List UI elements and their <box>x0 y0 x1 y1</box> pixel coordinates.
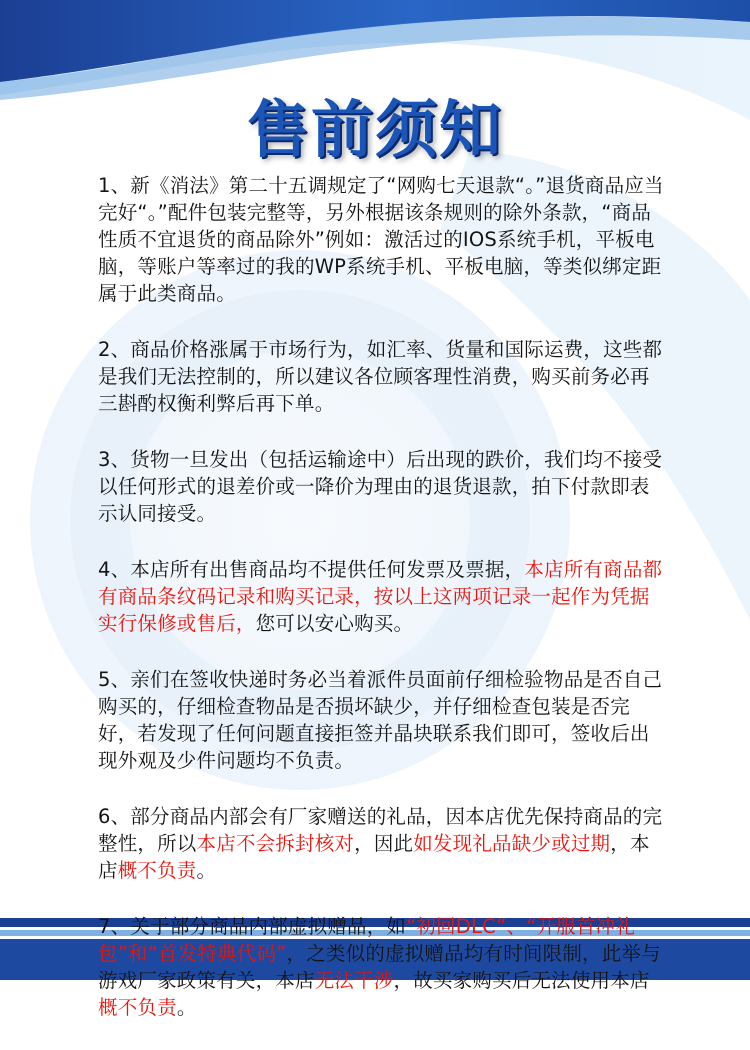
notice-text: ，之类似的虚拟赠品均有时间限制，此举与游戏厂家政策有关，本店 <box>98 942 661 992</box>
notice-text: 6、部分商品内部会有厂家赠送的礼品，因本店优先保持商品的完整性，所以 <box>98 805 663 855</box>
notice-text: 4、本店所有出售商品均不提供任何发票及票据， <box>98 558 525 581</box>
notice-item-2 <box>98 336 664 417</box>
notice-item-5 <box>98 666 664 774</box>
notice-text: 7、关于部分商品内部虚拟赠品，如 <box>98 915 407 938</box>
notice-highlight-text: 本店所有商品都有商品条纹码记录和购买记录，按以上这两项记录一起作为凭据实行保修或售后， <box>98 558 663 635</box>
notice-item-3 <box>98 446 664 527</box>
notice-text: ，本店 <box>98 832 650 882</box>
notice-highlight-text: 本店不会拆封核对 <box>196 832 355 855</box>
notice-text: ，故买家购买后无法使用本店 <box>393 969 650 992</box>
notice-text: 。 <box>196 859 217 882</box>
notice-text: 5、亲们在签收快递时务必当着派件员面前仔细检验物品是否自己购买的，仔细检查物品是否损坏缺少，并仔细检查包装是否完好，若发现了任何问题直接拒签并晶块联系我们即可，签收后出现外观及少件问题均不负责。 <box>98 668 663 772</box>
notice-text: ，因此 <box>354 832 414 855</box>
notice-highlight-text: “初回DLC”、“开服首冲礼包”和“首发特典代码” <box>98 915 636 965</box>
notice-highlight-text: 概不负责 <box>98 996 177 1019</box>
notice-item-1 <box>98 172 664 307</box>
notice-text: 。 <box>176 996 197 1019</box>
notice-text: 1、新《消法》第二十五调规定了“网购七天退款“。”退货商品应当完好“。”配件包装完整等，另外根据该条规则的除外条款，“商品性质不宜退货的商品除外”例如：激活过的IOS系统手机，平板电脑，等账户等率过的我的WP系统手机、平板电脑，等类似绑定距属于此类商品。 <box>98 174 664 305</box>
notice-highlight-text: 如发现礼品缺少或过期 <box>413 832 611 855</box>
notice-text: 2、商品价格涨属于市场行为，如汇率、货量和国际运费，这些都是我们无法控制的，所以建议各位顾客理性消费，购买前务必再三斟酌权衡利弊后再下单。 <box>98 338 663 415</box>
notice-text: 您可以安心购买。 <box>255 612 414 635</box>
notice-item-6 <box>98 803 664 884</box>
notice-item-7 <box>98 913 664 1021</box>
page-title: 售前须知 <box>246 93 503 166</box>
notice-highlight-text: 无法干涉 <box>314 969 394 992</box>
notice-highlight-text: 概不负责 <box>117 859 197 882</box>
notice-item-4 <box>98 556 664 637</box>
notice-text: 3、货物一旦发出（包括运输途中）后出现的跌价，我们均不接受以任何形式的退差价或一降价为理由的退货退款，拍下付款即表示认同接受。 <box>98 448 663 525</box>
notice-list <box>98 172 664 1050</box>
